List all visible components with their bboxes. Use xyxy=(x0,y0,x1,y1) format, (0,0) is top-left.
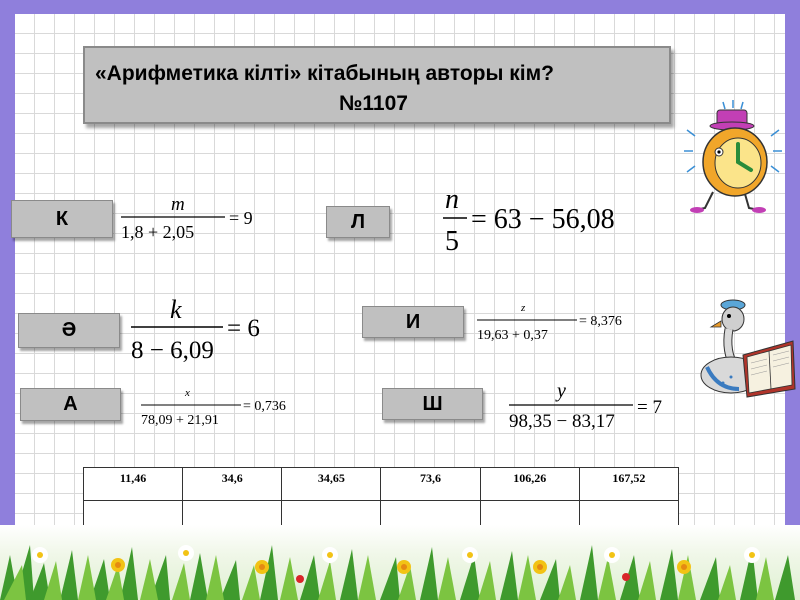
letter-a: А xyxy=(63,393,78,415)
answer-value-cell: 73,6 xyxy=(381,468,480,501)
equation-k xyxy=(115,186,285,248)
equation-sh-numerator: y xyxy=(557,380,566,402)
answer-values-row xyxy=(84,468,679,501)
letter-box-i xyxy=(362,306,464,338)
equation-k-rhs: = 9 xyxy=(229,208,253,228)
equation-k-numerator: m xyxy=(171,194,185,215)
equation-l xyxy=(439,180,649,258)
answer-value-cell: 11,46 xyxy=(84,468,183,501)
equation-l-rhs: = 63 − 56,08 xyxy=(471,204,615,235)
letter-k: К xyxy=(55,207,69,230)
title-box xyxy=(83,46,671,124)
letter-box-sh xyxy=(382,388,483,420)
title-question: «Арифметика кілті» кітабының авторы кім? xyxy=(95,62,554,85)
equation-l-numerator: n xyxy=(445,184,459,215)
equation-sh-rhs: = 7 xyxy=(637,397,662,418)
equation-l-denominator: 5 xyxy=(445,226,459,257)
letter-i: И xyxy=(405,310,421,333)
equation-schwa-rhs: = 6 xyxy=(227,315,260,342)
equation-i-numerator: z xyxy=(521,302,526,314)
answer-value-cell: 34,65 xyxy=(282,468,381,501)
equation-a-rhs: = 0,736 xyxy=(243,399,286,414)
grass-illustration xyxy=(0,525,800,600)
title-number: №1107 xyxy=(339,92,408,115)
letter-box-k xyxy=(11,200,113,238)
answer-value-cell: 106,26 xyxy=(480,468,579,501)
letter-l: Л xyxy=(350,210,366,233)
letter-box-l xyxy=(326,206,390,238)
equation-i-denominator: 19,63 + 0,37 xyxy=(477,328,548,343)
letter-box-schwa xyxy=(18,313,120,348)
equation-sh-denominator: 98,35 − 83,17 xyxy=(509,411,615,432)
letter-sh: Ш xyxy=(422,392,443,415)
slide xyxy=(15,14,785,528)
equation-sh xyxy=(503,376,673,436)
letter-box-a xyxy=(20,388,121,421)
cartoon-clock-illustration xyxy=(683,96,783,216)
equation-schwa xyxy=(125,290,285,364)
grass-and-flowers-border xyxy=(0,525,800,600)
equation-schwa-numerator: k xyxy=(170,295,182,324)
equation-a-denominator: 78,09 + 21,91 xyxy=(141,413,219,428)
answer-table xyxy=(83,467,679,533)
equation-a-numerator: x xyxy=(185,387,190,399)
letter-schwa: Ә xyxy=(61,319,77,341)
equation-k-denominator: 1,8 + 2,05 xyxy=(121,222,195,242)
equation-i xyxy=(473,299,653,345)
equation-schwa-denominator: 8 − 6,09 xyxy=(131,337,214,364)
equation-a xyxy=(137,384,317,430)
answer-value-cell: 34,6 xyxy=(183,468,282,501)
equation-i-rhs: = 8,376 xyxy=(579,314,622,329)
cartoon-goose-with-book-illustration xyxy=(685,297,800,407)
answer-value-cell: 167,52 xyxy=(579,468,678,501)
